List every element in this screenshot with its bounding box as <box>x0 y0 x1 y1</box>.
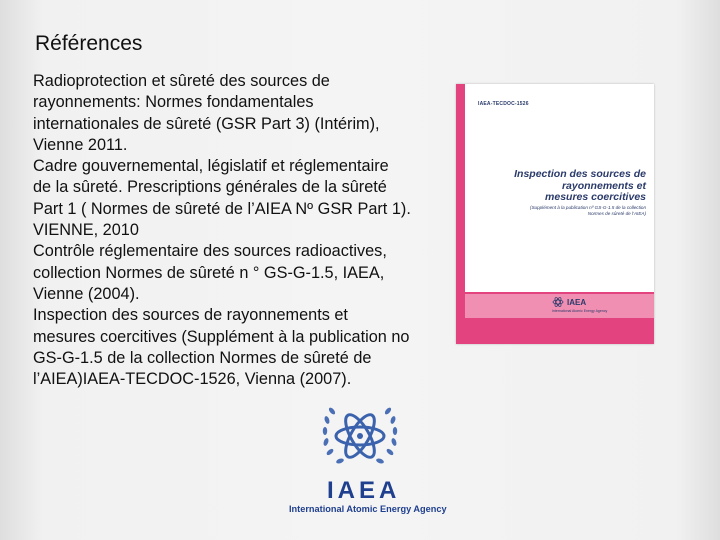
iaea-wordmark: IAEA <box>327 477 401 504</box>
references-text <box>33 71 473 390</box>
reference-line: VIENNE, 2010 <box>33 221 139 240</box>
iaea-small-icon <box>552 297 564 307</box>
cover-subtitle: (Supplément à la publication nº GS-G-1.5 de la collection Normes de sûreté de l’AIEA) <box>529 205 646 216</box>
reference-line: Cadre gouvernemental, législatif et réglementaire <box>33 157 389 176</box>
reference-line: Vienne 2011. <box>33 135 128 154</box>
reference-line: GS-G-1.5 de la collection Normes de sûreté de <box>33 348 372 367</box>
reference-line: Radioprotection et sûreté des sources de <box>33 72 330 90</box>
reference-line: collection Normes de sûreté n ° GS-G-1.5, IAEA, <box>33 263 385 282</box>
slide-title: Références <box>35 32 143 55</box>
reference-line: Contrôle réglementaire des sources radioactives, <box>33 242 387 261</box>
cover-logo: IAEA <box>552 297 586 307</box>
cover-title: Inspection des sources de rayonnements et mesures coercitives <box>514 168 646 203</box>
reference-line: de la sûreté. Prescriptions générales de la sûreté <box>33 178 387 197</box>
cover-code: IAEA-TECDOC-1526 <box>478 101 529 107</box>
reference-line: internationales de sûreté (GSR Part 3) (Intérim), <box>33 114 380 133</box>
reference-line: l’AIEA)IAEA-TECDOC-1526, Vienna (2007). <box>33 370 352 389</box>
iaea-atom-icon <box>318 402 402 474</box>
reference-line: rayonnements: Normes fondamentales <box>33 93 314 112</box>
reference-line: mesures coercitives (Supplément à la publication no <box>33 327 410 346</box>
cover-logo-subtext: International Atomic Energy Agency <box>552 309 608 313</box>
reference-line: Inspection des sources de rayonnements et <box>33 306 348 325</box>
iaea-full-name: International Atomic Energy Agency <box>289 504 447 514</box>
reference-line: Vienne (2004). <box>33 284 140 303</box>
book-cover-image <box>456 84 654 344</box>
reference-line: Part 1 ( Normes de sûreté de l’AIEA Nº GSR Part 1). <box>33 199 411 218</box>
